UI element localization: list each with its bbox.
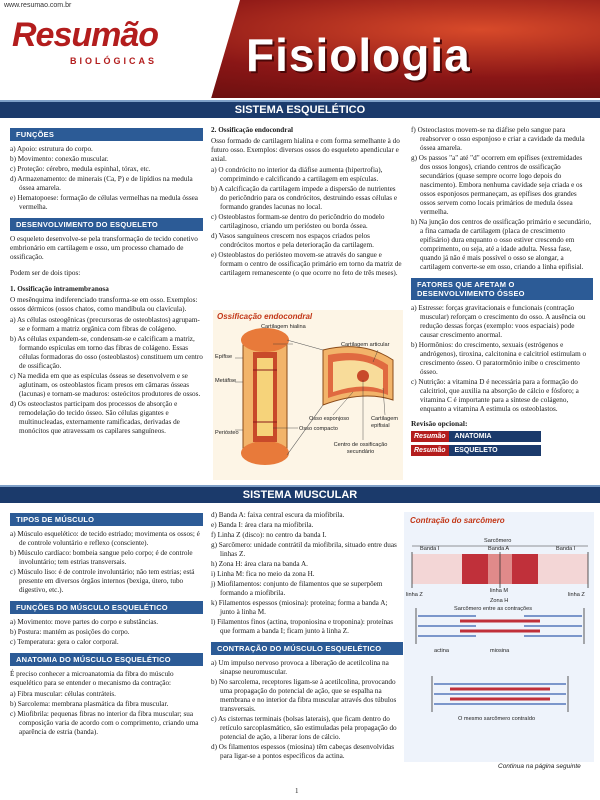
list-intramembranosa [10,316,203,436]
list-item: h) Na junção dos centros de ossificação primário e secundário, a fina camada de cartilagem (placa de crescimento epifisário) dura enquanto o osso estiver crescendo em comprimento, ou seja, até a idade adulta. Nessa fase, quando já não é mais possível o osso se alongar, a cartilagem converte-se em osso, criando a linha epifisial. [411,218,592,271]
section-band-skeletal: SISTEMA ESQUELÉTICO [0,100,600,118]
list-item: g) Os passos "a" até "d" ocorrem em epífises (extremidades dos ossos longos), criando centros de ossificação secundários (quase sempre ocorre logo depois do nascimento). Embora nenhuma cavidade seja criada e os ossos esponjosos permaneçam, as epífises dos grandes ossos servem como locais primários de medula óssea vermelha. [411,154,583,216]
list-item: d) Os osteoclastos participam dos processos de absorção e remodelação do tecido ósseo. São células gigantes e multinucleadas, externamente ramificadas, derivadas de monócitos que atravessam os capilares sanguíneos. [10,400,180,435]
list-anatomia-cont [211,511,403,636]
heading-fatores: FATORES QUE AFETAM O DESENVOLVIMENTO ÓSSEO [411,278,593,300]
list-item: b) Hormônios: do crescimento, sexuais (estrógenos e andrógenos), tiroxina, calcitonina e calcitriol estimulam o crescimento ósseo. O paratormônio inibe o crescimento ósseo. [411,341,587,376]
list-item: g) Sarcômero: unidade contrátil da miofibrila, situado entre duas linhas Z. [211,541,397,558]
label-epifise: Epífise [215,354,233,360]
brand-subtitle: BIOLÓGICAS [70,56,158,66]
brand-logo: Resumão [12,16,159,54]
section-band-muscular: SISTEMA MUSCULAR [0,485,600,503]
heading-desenvolvimento: DESENVOLVIMENTO DO ESQUELETO [10,218,203,231]
label-sarcomero: Sarcômero [484,538,512,544]
page-number: 1 [295,787,299,795]
badge-anatomia[interactable] [411,431,541,442]
column-2 [211,126,403,279]
column-1-muscular [10,509,203,738]
list-item: e) Banda I: área clara na miofibrila. [211,521,314,529]
figure-endochondral-ossification [213,310,403,480]
label-centro-ossificacao: Centro de ossificação secundário [333,442,388,455]
heading-tipos: TIPOS DE MÚSCULO [10,513,203,526]
label-banda-i: Banda I [420,546,440,552]
paragraph-intro: O esqueleto desenvolve-se pela transformação de tecido conetivo embrionário em cartilagem e osso, um processo chamado de ossificação. [10,235,198,261]
label-metafise: Metáfise [215,378,237,384]
label-banda-i-2: Banda I [556,546,576,552]
label-zona-h: Zona H [490,598,509,604]
label-contracted: O mesmo sarcômero contraído [458,716,536,722]
list-item: b) Postura: mantém as posições do corpo. [10,628,130,636]
badge-brand: Resumão [411,445,449,456]
list-item: e) Hematopoese: formação de células vermelhas na medula óssea vermelha. [10,194,198,211]
label-linha-z: linha Z [406,592,423,598]
label-banda-a: Banda A [488,546,510,552]
badge-label: ANATOMIA [449,431,541,442]
badge-esqueleto[interactable] [411,445,541,456]
label-between: Sarcômero entre as contrações [454,606,533,612]
badge-label: ESQUELETO [449,445,541,456]
list-tipos [10,530,203,595]
column-3 [411,126,593,456]
list-funcoes [10,145,203,212]
list-item: c) Miofibrila: pequenas fibras no interior da fibra muscular; sua composição varia de acordo com o comprimento, criando uma aparência de estria (banda). [10,710,199,736]
list-item: a) Estresse: forças gravitacionais e funcionais (contração muscular) reforçam o crescimento do osso. A ausência ou redução dessas forças (exemplo: voos espaciais) pode causar crescimento anormal. [411,304,586,339]
label-linha-m: linha M [490,588,509,594]
list-item: b) Músculo cardíaco: bombeia sangue pelo corpo; é de controle involuntário; tem estrias transversais. [10,549,193,566]
list-item: b) Movimento: conexão muscular. [10,155,109,163]
label-cartilagem-hialina: Cartilagem hialina [261,324,306,330]
list-item: h) Zona H: área clara na banda A. [211,560,308,568]
list-item: j) Miofilamentos: conjunto de filamentos que se superpõem formando a miofibrila. [211,580,383,597]
list-item: d) Banda A: faixa central escura da miofibrila. [211,511,345,519]
site-url: www.resumao.com.br [4,2,72,9]
list-item: l) Filamentos finos (actina, troponiosina e troponina): proteínas que formam a banda I; ficam junto à linha Z. [211,618,394,635]
heading-funcoes-musc: FUNÇÕES DO MÚSCULO ESQUELÉTICO [10,601,203,614]
review-label: Revisão opcional: [411,419,468,428]
list-anatomia [10,690,203,737]
list-item: i) Linha M: fica no meio da zona H. [211,570,315,578]
heading-contracao: CONTRAÇÃO DO MÚSCULO ESQUELÉTICO [211,642,403,655]
figure-title: Ossificação endocondral [217,312,313,321]
continued-note: Continua na página seguinte [498,763,581,770]
column-1 [10,124,203,437]
label-linha-z-2: linha Z [568,592,585,598]
list-item: a) Fibra muscular: células contráteis. [10,690,116,698]
label-osso-compacto: Osso compacto [299,426,338,432]
label-cartilagem-articular: Cartilagem articular [341,342,390,348]
list-item: b) As células expandem-se, condensam-se e calcificam a matriz, formando espículas em torno das fibras de colágeno. Essas células formadoras do osso (osteoblastos) constituem um centro de ossificação. [10,335,203,370]
list-item: d) Os filamentos espessos (miosina) têm cabeças desenvolvidas para ligar-se a pontos específicos da actina. [211,743,395,760]
list-item: c) Na medida em que as espículas ósseas se desenvolvem e se aglutinam, os osteoblastos ficam presos em câmaras ósseas (lacunas) e tornam-se maduros: osteócitos produtores de ossos. [10,372,201,398]
paragraph-types: Podem ser de dois tipos: [10,269,81,277]
figure-sarcomere-contraction [404,512,594,762]
label-miosina: miosina [490,648,510,654]
paragraph-intramembranosa: O mesênquima indiferenciado transforma-se em osso. Exemplos: ossos dérmicos (ossos chatos, como mandíbula ou clavícula). [10,296,198,313]
list-item: c) Músculo liso: é de controle involuntário; não tem estrias; está presente em diversos órgãos internos (bexiga, útero, tubo digestivo, etc.). [10,568,195,594]
label-periosteo: Periósteo [215,430,239,436]
heading-funcoes: FUNÇÕES [10,128,203,141]
label-cartilagem-epifisial: Cartilagem epifisial [371,416,399,429]
label-actina: actina [434,648,449,654]
column-2-muscular [211,511,403,762]
list-item: d) Armazenamento: de minerais (Ca, P) e de lipídios na medula óssea amarela. [10,175,193,192]
list-item: d) Vasos sanguíneos crescem nos espaços criados pelos condrócitos mortos e pela deterioração da cartilagem. [211,232,374,249]
paragraph-endocondral: Osso formado de cartilagem hialina e com forma semelhante à do futuro osso. Exemplos: diversos ossos do esqueleto apendicular e axial. [211,137,400,163]
list-item: c) Osteoblastos formam-se dentro do pericôndrio do modelo cartilaginoso, criando um periósteo ou borda óssea. [211,213,385,230]
list-item: k) Filamentos espessos (miosina): proteína; forma a banda A; junto à linha M. [211,599,388,616]
list-item: a) As células osteogênicas (precursoras de osteoblastos) agrupam-se e formam a matriz orgânica com fibras de colágeno. [10,316,200,333]
subheading-endocondral: 2. Ossificação endocondral [211,126,294,134]
list-item: e) Osteoblastos do periósteo movem-se através do sangue e formam o centro de ossificação primário em torno da matriz de cartilagem remanescente (o que ocorre no feto de três meses). [211,251,402,277]
list-funcoes-musc [10,618,203,647]
list-item: a) Músculo esquelético: de tecido estriado; movimenta os ossos; é de controle voluntário e reflexo (consciente). [10,530,200,547]
list-item: c) Nutrição: a vitamina D é necessária para a formação do calcitriol, que auxilia na absorção de cálcio e fósforo; a vitamina C é importante para a síntese de colágeno, enquanto a vitamina A estimula os osteoblastos. [411,378,579,413]
figure-title: Contração do sarcômero [410,516,505,525]
list-fatores [411,304,593,414]
list-item: c) Temperatura: gera o calor corporal. [10,638,119,646]
list-item: c) As cisternas terminais (bolsas laterais), que ficam dentro do retículo sarcoplasmático, são estimuladas pela propagação do potencial de ação, a liberar íons de cálcio. [211,715,397,741]
list-item: a) Apoio: estrutura do corpo. [10,145,93,153]
list-item: a) O condrócito no interior da diáfise aumenta (hipertrofia), comprimindo e calcificando a cartilagem em espículas. [211,166,383,183]
page-title: Fisiologia [246,29,471,81]
list-contracao [211,659,403,761]
header [0,0,600,98]
paragraph-anatomia: É preciso conhecer a microanatomia da fibra do músculo esquelético para se entender o mecanismo da contração: [10,670,174,687]
list-item: b) A calcificação da cartilagem impede a dispersão de nutrientes do pericôndrio para os condrócitos, destruindo essas células e formando grandes lacunas no local. [211,185,398,211]
badge-brand: Resumão [411,431,449,442]
list-item: a) Um impulso nervoso provoca a liberação de acetilcolina na sinapse neuromuscular. [211,659,389,676]
list-item: b) Sarcolema: membrana plasmática da fibra muscular. [10,700,169,708]
list-endocondral [211,166,403,278]
list-item: f) Linha Z (disco): no centro da banda I. [211,531,327,539]
list-item: c) Proteção: cérebro, medula espinhal, tórax, etc. [10,165,151,173]
heading-anatomia-musc: ANATOMIA DO MÚSCULO ESQUELÉTICO [10,653,203,666]
subheading-intramembranosa: 1. Ossificação intramembranosa [10,285,109,293]
label-osso-esponjoso: Osso esponjoso [309,416,350,422]
list-endocondral-cont [411,126,593,272]
list-item: a) Movimento: move partes do corpo e substâncias. [10,618,159,626]
list-item: b) No sarcolema, receptores ligam-se à acetilcolina, provocando uma propagação do potencial de ação, que se espalha na membrana e no interior da fibra muscular através dos túbulos transversais. [211,678,397,713]
list-item: f) Osteoclastos movem-se na diáfise pelo sangue para reabsorver o osso esponjoso e criar a cavidade da medula óssea amarela. [411,126,585,152]
